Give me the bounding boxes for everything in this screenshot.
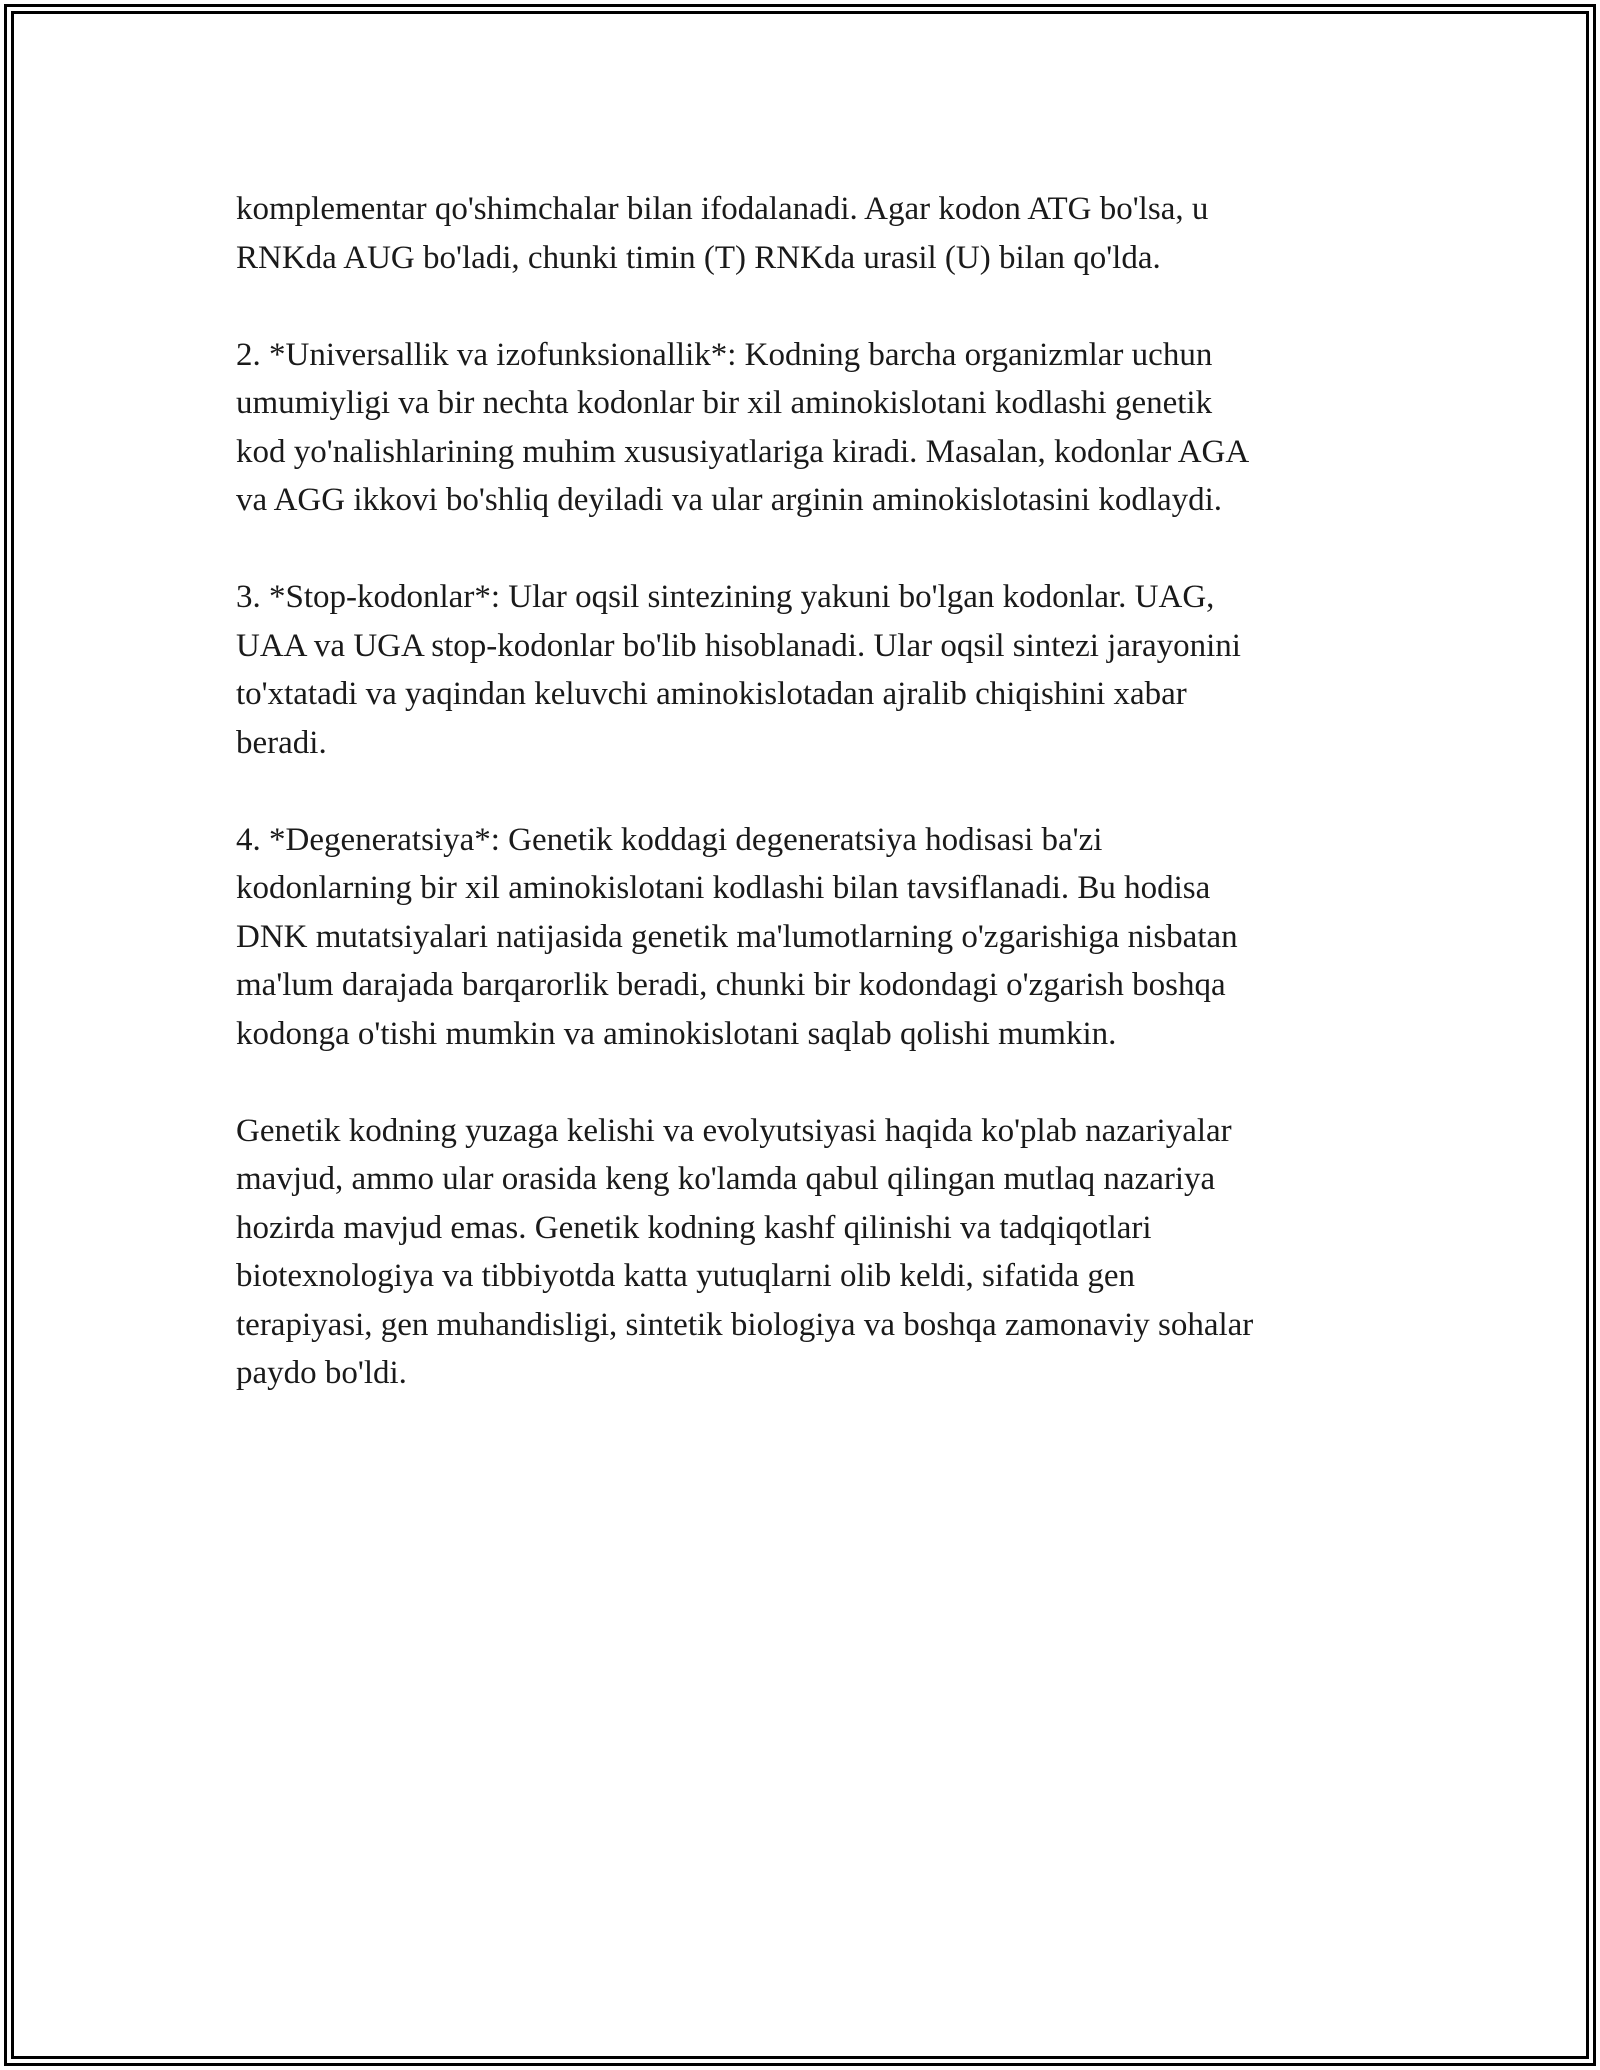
document-body: [236, 185, 1386, 1446]
paragraph-degeneracy: 4. *Degeneratsiya*: Genetik koddagi degeneratsiya hodisasi ba'zi kodonlarning bir xil aminokislotani kodlashi bilan tavsiflanadi. Bu hodisa DNK mutatsiyalari natijasida genetik ma'lumotlarning o'zgarishiga nisbatan ma'lum darajada barqarorlik beradi, chunki bir kodondagi o'zgarish boshqa kodonga o'tishi mumkin va aminokislotani saqlab qolishi mumkin.: [236, 821, 1238, 1052]
paragraph-universality: 2. *Universallik va izofunksionallik*: Kodning barcha organizmlar uchun umumiyligi va bir nechta kodonlar bir xil aminokislotani kodlashi genetik kod yo'nalishlarining muhim xususiyatlariga kiradi. Masalan, kodonlar AGA va AGG ikkovi bo'shliq deyiladi va ular arginin aminokislotasini kodlaydi.: [236, 336, 1250, 518]
paragraph-continuation: komplementar qo'shimchalar bilan ifodalanadi. Agar kodon ATG bo'lsa, u RNKda AUG bo'ladi, chunki timin (T) RNKda urasil (U) bilan qo'lda.: [236, 191, 1209, 276]
paragraph-origin-evolution: Genetik kodning yuzaga kelishi va evolyutsiyasi haqida ko'plab nazariyalar mavjud, ammo ular orasida keng ko'lamda qabul qilingan mutlaq nazariya hozirda mavjud emas. Genetik kodning kashf qilinishi va tadqiqotlari biotexnologiya va tibbiyotda katta yutuqlarni olib keldi, sifatida gen terapiyasi, gen muhandisligi, sintetik biologiya va boshqa zamonaviy sohalar paydo bo'ldi.: [236, 1112, 1254, 1391]
paragraph-stop-codons: 3. *Stop-kodonlar*: Ular oqsil sintezining yakuni bo'lgan kodonlar. UAG, UAA va UGA stop-kodonlar bo'lib hisoblanadi. Ular oqsil sintezi jarayonini to'xtatadi va yaqindan keluvchi aminokislotadan ajralib chiqishini xabar beradi.: [236, 579, 1241, 761]
